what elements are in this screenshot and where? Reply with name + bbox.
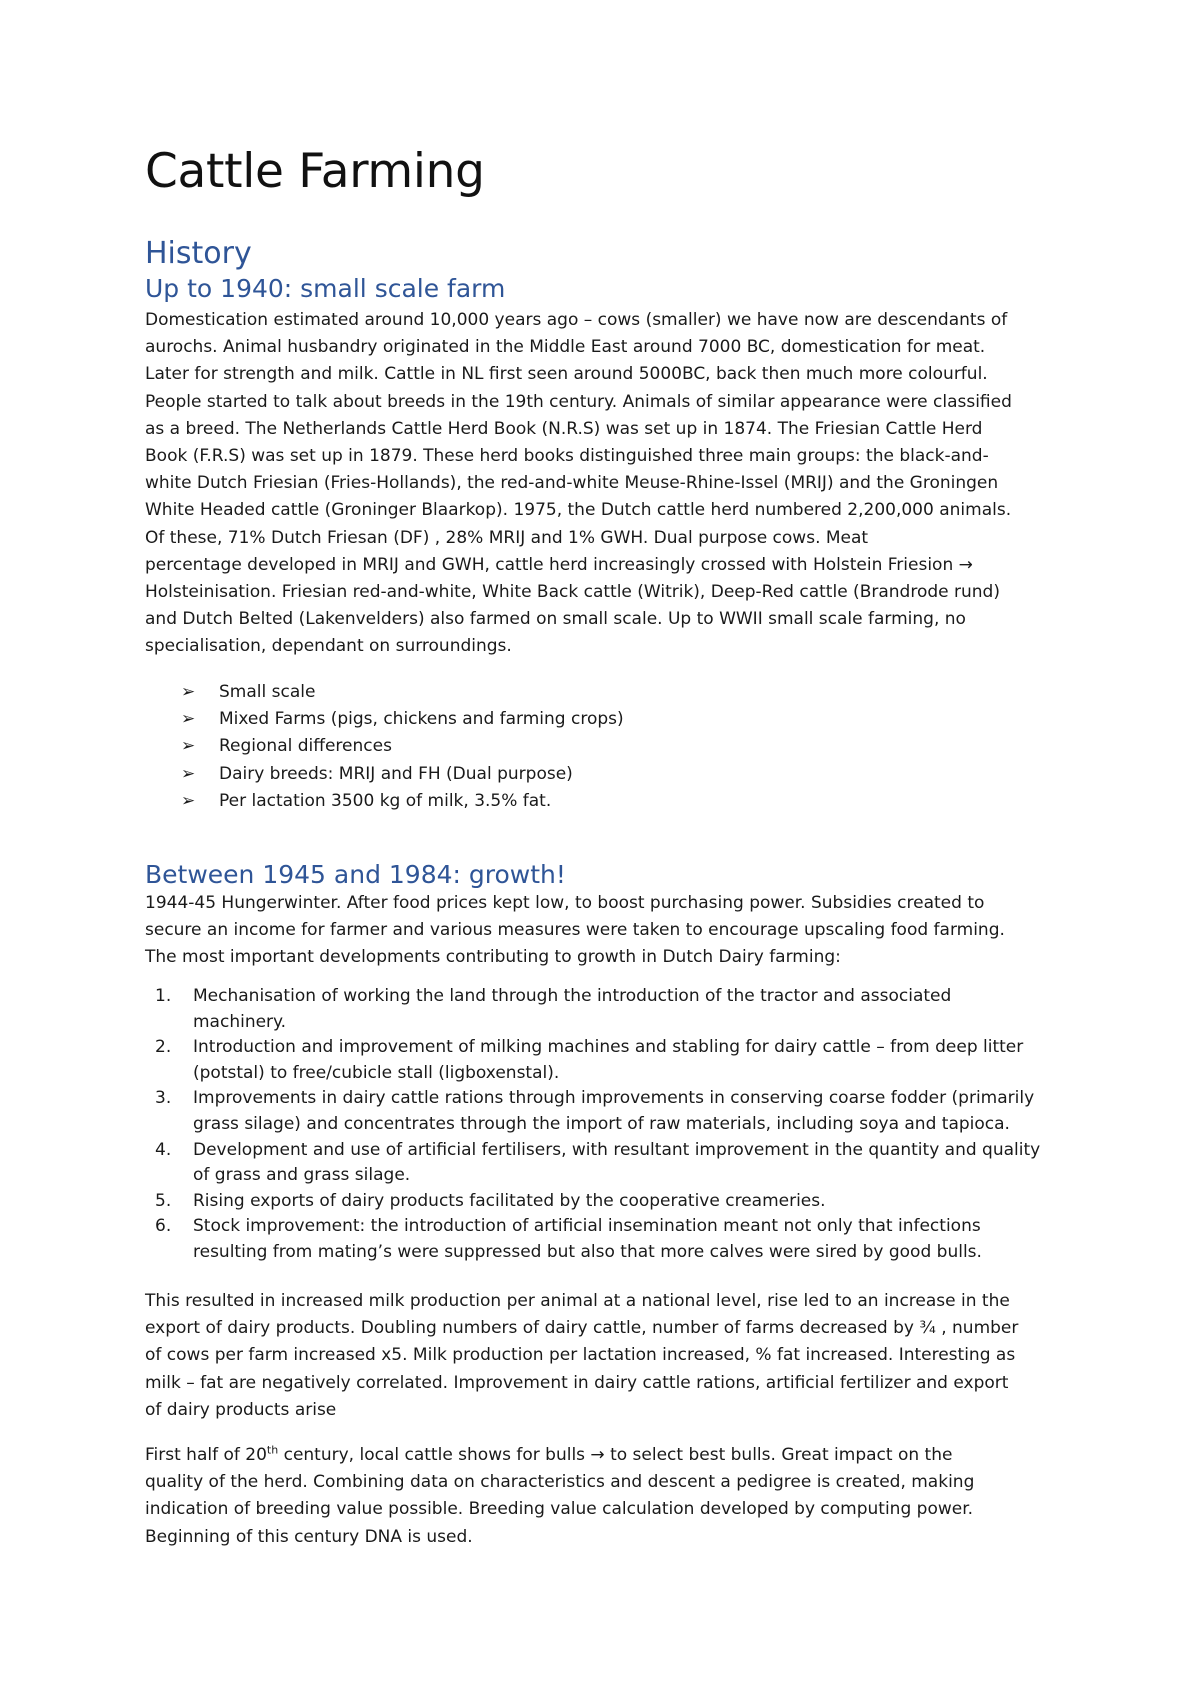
- list-item: [145, 984, 1080, 1035]
- list-number: 6.: [155, 1216, 172, 1237]
- list-number: 1.: [155, 986, 172, 1006]
- subsection-heading-up-to-1940: Up to 1940: small scale farm: [145, 274, 506, 303]
- section-heading-history: History: [145, 236, 252, 271]
- list-number: 3.: [155, 1088, 172, 1109]
- list-item-text: Rising exports of dairy products facilitated by the cooperative creameries.: [193, 1190, 826, 1211]
- list-item-text: Mechanisation of working the land through the introduction of the tractor and associated machinery.: [193, 986, 952, 1032]
- list-item: [145, 1189, 1080, 1215]
- arrow-bullet-icon: ➢: [181, 736, 196, 757]
- list-number: 4.: [155, 1139, 172, 1160]
- arrow-bullet-icon: ➢: [181, 790, 196, 811]
- list-item-text: Introduction and improvement of milking machines and stabling for dairy cattle – from deep litter (potstal) to free/cubicle stall (ligboxenstal).: [193, 1037, 1024, 1083]
- arrow-bullet-icon: ➢: [181, 763, 196, 784]
- list-item: [145, 706, 624, 733]
- arrow-bullet-icon: ➢: [181, 709, 196, 730]
- results-paragraph: This resulted in increased milk production per animal at a national level, rise led to an increase in the export of dairy products. Doubling numbers of dairy cattle, number of farms decreased by ¾ , number of cows per farm increased x5. Milk production per lactation increased, % fat increased. Interesting as milk – fat are negatively correlated. Improvement in dairy cattle rations, artificial fertilizer and export of dairy products arise: [145, 1291, 1019, 1420]
- developments-numbered-list: [145, 984, 1080, 1266]
- history-paragraph: Domestication estimated around 10,000 years ago – cows (smaller) we have now are descendants of aurochs. Animal husbandry originated in the Middle East around 7000 BC, domestication for meat. Later for strength and milk. Cattle in NL first seen around 5000BC, back then much more colourful. People started to talk about breeds in the 19th century. Animals of similar appearance were classified as a breed. The Netherlands Cattle Herd Book (N.R.S) was set up in 1874. The Friesian Cattle Herd Book (F.R.S) was set up in 1879. These herd books distinguished three main groups: the black-and- white Dutch Friesian (Fries-Hollands), the red-and-white Meuse-Rhine-Issel (MRIJ) and the Groningen White Headed cattle (Groninger Blaarkop). 1975, the Dutch cattle herd numbered 2,200,000 animals. Of these, 71% Dutch Friesan (DF) , 28% MRIJ and 1% GWH. Dual purpose cows. Meat percentage developed in MRIJ and GWH, cattle herd increasingly crossed with Holstein Friesion → Holsteinisation. Friesian red-and-white, White Back cattle (Witrik), Deep-Red cattle (Brandrode rund) and Dutch Belted (Lakenvelders) also farmed on small scale. Up to WWII small scale farming, no specialisation, dependant on surroundings.: [145, 310, 1012, 657]
- summary-bullet-list: [145, 679, 624, 815]
- list-item: [145, 1138, 1080, 1189]
- bullet-text: Per lactation 3500 kg of milk, 3.5% fat.: [219, 790, 552, 811]
- growth-intro-paragraph: 1944-45 Hungerwinter. After food prices kept low, to boost purchasing power. Subsidies created to secure an income for farmer and various measures were taken to encourage upscaling food farming. The most important developments contributing to growth in Dutch Dairy farming:: [145, 893, 1005, 968]
- list-number: 2.: [155, 1037, 172, 1058]
- bullet-text: Small scale: [219, 682, 316, 702]
- list-number: 5.: [155, 1190, 172, 1211]
- list-item: [145, 733, 624, 760]
- list-item: [145, 1214, 1080, 1265]
- bullet-text: Dairy breeds: MRIJ and FH (Dual purpose): [219, 763, 573, 784]
- list-item-text: Development and use of artificial fertilisers, with resultant improvement in the quantity and quality of grass and grass silage.: [193, 1139, 1041, 1186]
- subsection-heading-1945-1984: Between 1945 and 1984: growth!: [145, 860, 566, 889]
- list-item-text: Stock improvement: the introduction of artificial insemination meant not only that infections resulting from mating’s were suppressed but also that more calves were sired by good bulls.: [193, 1216, 982, 1262]
- list-item-text: Improvements in dairy cattle rations through improvements in conserving coarse fodder (primarily grass silage) and concentrates through the import of raw materials, including soya and tapioca.: [193, 1088, 1035, 1134]
- list-item: [145, 761, 624, 788]
- list-item: [145, 679, 624, 706]
- superscript-th: th: [266, 1443, 279, 1457]
- arrow-bullet-icon: ➢: [181, 682, 196, 702]
- list-item: [145, 1086, 1080, 1137]
- list-item: [145, 788, 624, 815]
- bullet-text: Regional differences: [219, 736, 392, 757]
- document-title: Cattle Farming: [145, 144, 485, 199]
- breeding-text-rest: century, local cattle shows for bulls → to select best bulls. Great impact on the quality of the herd. Combining data on characteristics and descent a pedigree is created, making indication of breeding value possible. Breeding value calculation developed by computing power. Beginning of this century DNA is used.: [145, 1445, 975, 1547]
- bullet-text: Mixed Farms (pigs, chickens and farming crops): [219, 709, 624, 730]
- breeding-paragraph: [145, 1442, 1080, 1551]
- list-item: [145, 1035, 1080, 1086]
- breeding-text-start: First half of 20: [145, 1445, 267, 1465]
